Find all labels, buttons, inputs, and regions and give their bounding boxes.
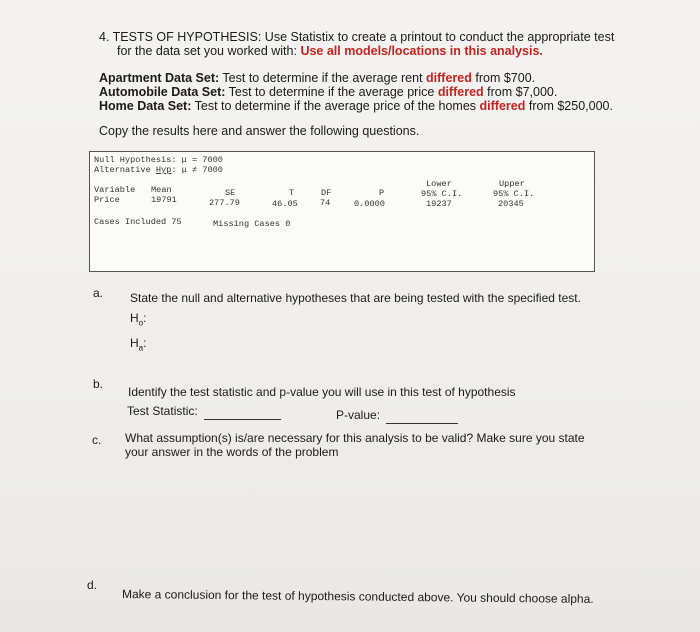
cases-included: Cases Included 75	[94, 217, 182, 227]
alt-hyp-suffix: : μ ≠ 7000	[171, 165, 223, 175]
dataset-apartment	[99, 71, 535, 85]
missing-cases: Missing Cases 0	[213, 219, 291, 229]
dataset-keyword: differed	[426, 71, 472, 85]
header-p: P	[379, 188, 385, 198]
dataset-text-end: from $7,000.	[487, 85, 558, 99]
part-d-question: Make a conclusion for the test of hypothesis conducted above. You should choose alpha.	[121, 587, 594, 606]
p-value-blank[interactable]	[386, 411, 458, 429]
dataset-label: Automobile Data Set:	[99, 85, 226, 99]
copy-instruction: Copy the results here and answer the following questions.	[99, 124, 420, 138]
colon: :	[143, 311, 147, 325]
alt-hyp-prefix: Alternative	[94, 165, 156, 175]
dataset-automobile	[99, 85, 557, 99]
dataset-text-end: from $700.	[475, 71, 536, 85]
part-d-letter: d.	[87, 578, 98, 592]
null-hypothesis-line: Null Hypothesis: μ = 7000	[94, 155, 223, 165]
dataset-text: Test to determine if the average rent	[222, 71, 423, 85]
h-letter: H	[130, 311, 139, 325]
statistix-printout	[89, 151, 595, 272]
dataset-label: Apartment Data Set:	[99, 71, 220, 85]
alternative-hypothesis-prompt	[130, 336, 146, 352]
part-c-question-line2: your answer in the words of the problem	[125, 445, 339, 459]
question-title-line2	[117, 44, 543, 59]
dataset-label: Home Data Set:	[99, 99, 192, 113]
header-mean: Mean	[151, 185, 172, 195]
row-lower: 19237	[426, 199, 452, 209]
row-upper: 20345	[498, 199, 524, 209]
null-hypothesis-prompt	[130, 311, 146, 327]
question-intro: Use Statistix to create a printout to conduct the appropriate test	[264, 30, 615, 44]
alternative-hypothesis-line	[94, 165, 223, 175]
h-subscript: a	[138, 343, 144, 353]
dataset-keyword: differed	[437, 85, 484, 99]
question-number-title: 4. TESTS OF HYPOTHESIS:	[99, 30, 262, 44]
h-subscript: o	[138, 318, 144, 328]
part-c-question-line1: What assumption(s) is/are necessary for this analysis to be valid? Make sure you state	[125, 431, 585, 445]
test-statistic-blank[interactable]	[204, 407, 281, 425]
dataset-home	[99, 99, 613, 113]
header-se: SE	[225, 188, 236, 198]
dataset-text-end: from $250,000.	[528, 99, 613, 113]
row-mean: 19791	[151, 195, 177, 205]
header-variable: Variable	[94, 185, 136, 195]
row-variable: Price	[94, 195, 120, 205]
dataset-text: Test to determine if the average price	[228, 85, 435, 99]
part-c-letter: c.	[92, 433, 102, 447]
part-b-letter: b.	[93, 377, 104, 391]
question-intro-line2: for the data set you worked with:	[117, 44, 297, 58]
row-se: 277.79	[209, 198, 240, 208]
header-t: T	[289, 188, 295, 198]
header-lower: Lower	[426, 179, 452, 189]
question-title	[99, 30, 614, 45]
part-a-letter: a.	[93, 286, 104, 300]
test-statistic-label: Test Statistic:	[127, 404, 198, 418]
dataset-keyword: differed	[479, 99, 526, 113]
header-upper: Upper	[499, 179, 525, 189]
alt-hyp-link: Hyp	[155, 165, 172, 175]
header-lower-ci: 95% C.I.	[421, 189, 463, 199]
row-p: 0.0000	[354, 199, 385, 209]
part-b-question: Identify the test statistic and p-value you will use in this test of hypothesis	[128, 385, 516, 399]
row-t: 46.05	[272, 199, 298, 209]
question-emphasis: Use all models/locations in this analysis.	[300, 44, 543, 58]
h-letter: H	[130, 336, 139, 350]
row-df: 74	[320, 198, 331, 208]
part-a-question: State the null and alternative hypotheses that are being tested with the specified test.	[130, 291, 581, 305]
colon: :	[143, 336, 147, 350]
p-value-label: P-value:	[336, 408, 381, 422]
header-df: DF	[321, 188, 332, 198]
header-upper-ci: 95% C.I.	[493, 189, 535, 199]
dataset-text: Test to determine if the average price of the homes	[194, 99, 477, 113]
